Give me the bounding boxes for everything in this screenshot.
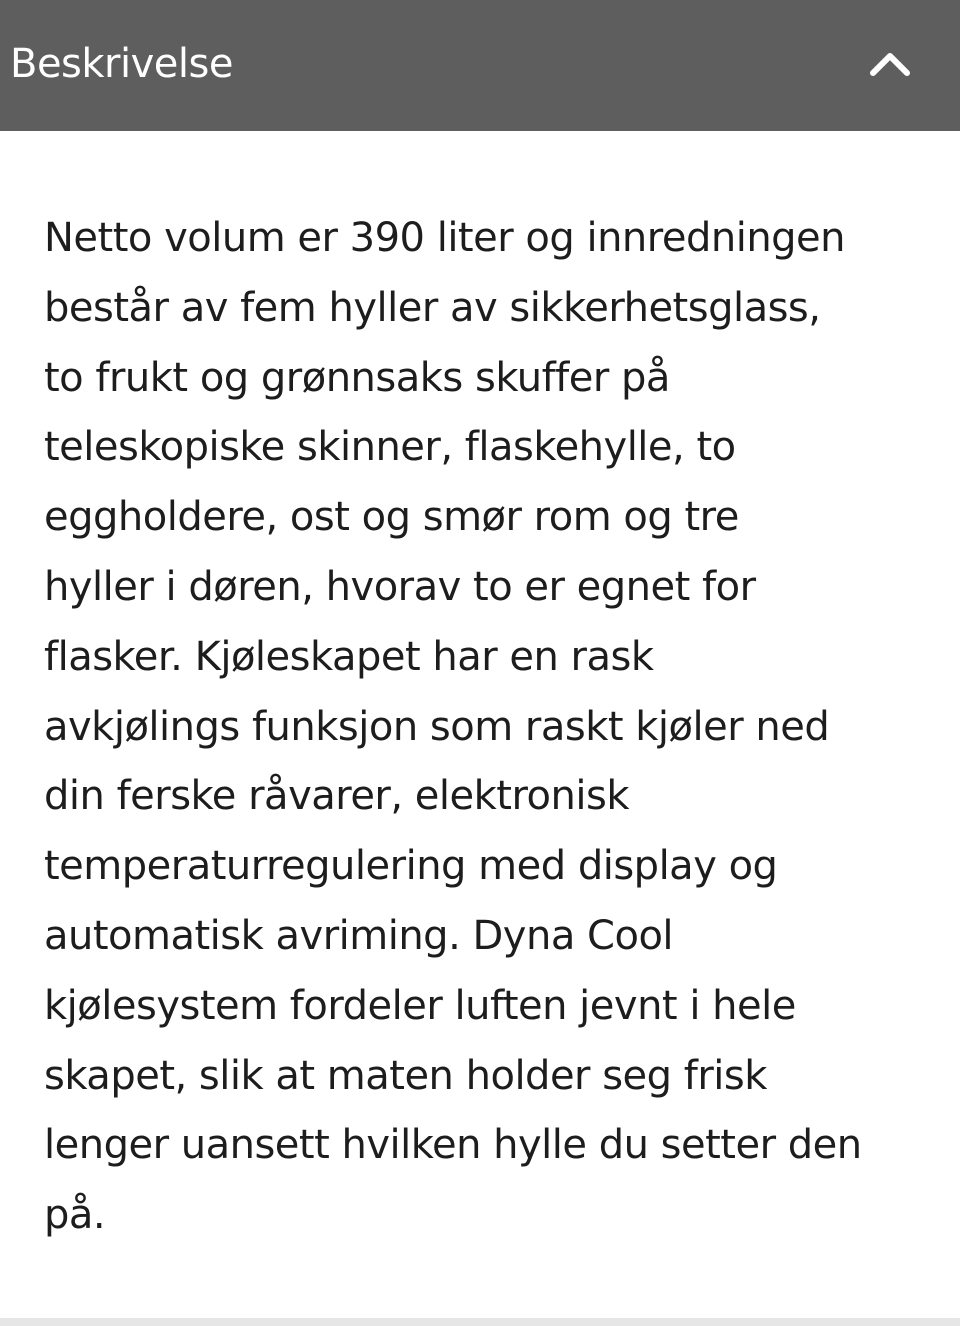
description-accordion-header[interactable] — [0, 0, 960, 131]
description-text: Netto volum er 390 liter og innredningen består av fem hyller av sikkerhetsglass, to frukt og grønnsaks skuffer på teleskopiske skinner, flaskehylle, to eggholdere, ost og smør rom og tre hyller i døren, hvorav to er egnet for flasker. Kjøleskapet har en rask avkjølings funksjon som raskt kjøler ned din ferske råvarer, elektronisk temperaturregulering med display og automatisk avriming. Dyna Cool kjølesystem fordeler luften jevnt i hele skapet, slik at maten holder seg frisk lenger uansett hvilken hylle du setter den på. — [44, 215, 862, 1239]
bottom-divider — [0, 1318, 960, 1326]
chevron-up-icon[interactable] — [868, 45, 912, 79]
accordion-title: Beskrivelse — [10, 41, 233, 87]
